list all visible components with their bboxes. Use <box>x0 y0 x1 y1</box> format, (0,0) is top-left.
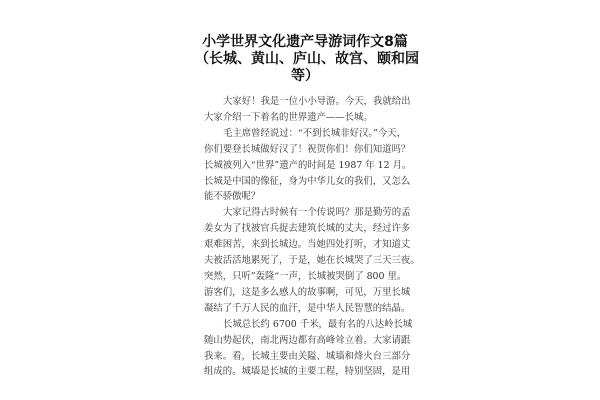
text-line: 凝结了千万人民的血汗，是中华人民智慧的结晶。 <box>204 302 411 314</box>
paragraph-greeting <box>204 94 411 126</box>
text-line: 突然，只听”轰隆“一声，长城被哭倒了 800 里。 <box>204 270 407 282</box>
text-line: 我来。看，长城主要由关隘、城墙和烽火台三部分 <box>204 350 411 362</box>
text-line: 长城被列入“世界”遗产的时间是 1987 年 12 月。 <box>204 159 412 171</box>
text-line: 你们要登长城做好汉了！祝贺你们！你们知道吗？ <box>204 143 411 155</box>
paragraph-chairman-quote <box>204 126 412 206</box>
title-line-3: 等） <box>291 68 319 84</box>
text-line: 长城总长约 6700 千米，最有名的八达岭长城 <box>223 318 413 330</box>
text-line: 游客们，这是多么感人的故事啊，可见，万里长城 <box>204 286 411 298</box>
text-line: 大家好！我是一位小小导游。今天，我就给出 <box>223 96 411 107</box>
paragraph-length <box>204 317 413 381</box>
text-line: 能不骄傲呢？ <box>204 191 261 203</box>
text-line: 夫被活活地累死了，于是，她在长城哭了三天三夜。 <box>204 255 420 267</box>
paragraph-legend <box>204 205 420 316</box>
document-title <box>195 34 419 85</box>
title-line-2: （长城、黄山、庐山、故宫、颐和园 <box>195 51 419 67</box>
text-line: 毛主席曾经说过：“不到长城非好汉。”今天， <box>223 127 407 139</box>
title-line-1: 小学世界文化遗产导游词作文8篇 <box>202 34 408 50</box>
text-line: 随山势起伏，南北两边都有高峰耸立着。大家请跟 <box>204 334 411 346</box>
text-line: 艰难困苦，来到长城边。当她四处打听，才知道丈 <box>204 239 411 251</box>
document-body <box>204 94 420 380</box>
text-line: 组成的。城墙是长城的主要工程，特别坚固，是用 <box>204 366 411 378</box>
text-line: 大家记得古时候有一个传说吗？那是勤劳的孟 <box>223 207 411 219</box>
text-line: 姜女为了找被官兵捉去建筑长城的丈夫，经过许多 <box>204 223 411 235</box>
text-line: 大家介绍一下着名的世界遗产——长城。 <box>204 111 373 123</box>
text-line: 长城是中国的像征，身为中华儿女的我们，又怎么 <box>204 175 411 187</box>
